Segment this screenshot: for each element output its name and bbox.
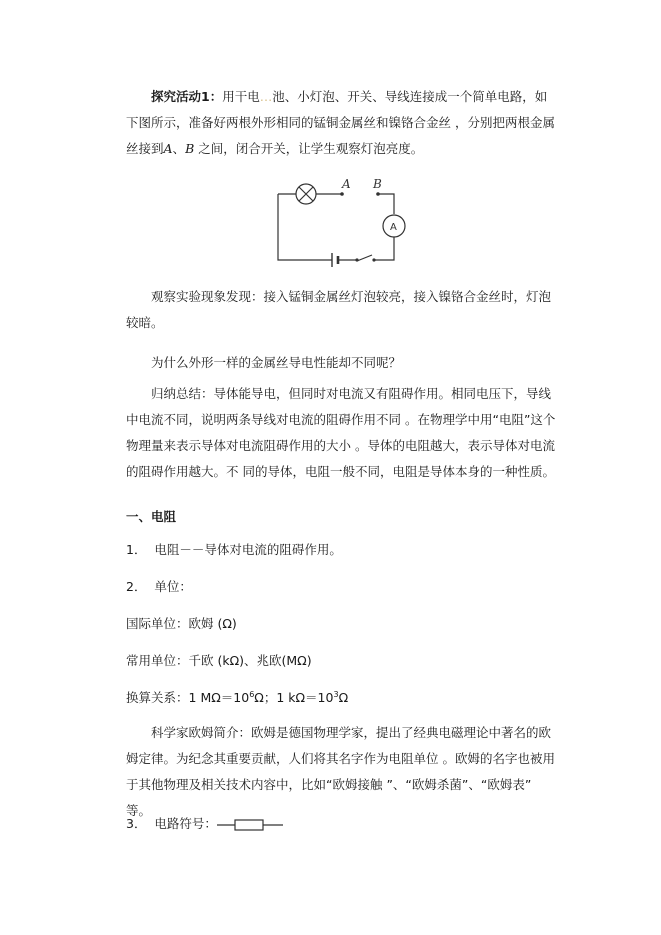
conversion-2a: 1 kΩ＝10 bbox=[276, 690, 334, 705]
conversion-1-exp: 6 bbox=[249, 689, 255, 699]
wire-b-to-ammeter bbox=[378, 194, 394, 214]
label-b: B bbox=[373, 177, 382, 191]
definition-item bbox=[126, 537, 556, 563]
activity-text-a: 用干电 bbox=[222, 89, 260, 104]
ohm-paragraph: 科学家欧姆简介：欧姆是德国物理学家，提出了经典电磁理论中著名的欧姆定律。为纪念其重要贡献，人们将其名字作为电阻单位 。欧姆的名字也被用于其他物理及相关技术内容中，比如“欧姆接触 ”、“欧姆杀菌”、“欧姆表” 等。 bbox=[126, 725, 555, 818]
question-paragraph: 为什么外形一样的金属丝导电性能却不同呢？ bbox=[151, 355, 402, 370]
activity-paragraph bbox=[126, 84, 556, 162]
conversion-2-exp: 3 bbox=[333, 689, 339, 699]
activity-var-b: B bbox=[185, 141, 195, 156]
activity-text-c: 之间，闭合开关，让学生观察灯泡亮度。 bbox=[194, 141, 424, 156]
symbol-label: 电路符号： bbox=[154, 816, 217, 831]
symbol-item bbox=[126, 811, 556, 837]
conversion bbox=[126, 685, 556, 711]
resistor-symbol-icon bbox=[217, 818, 283, 832]
activity-text-b: 池、小灯泡、开关、导线连接成一个简单电路，如下图所示，准备好两根外形相同的锰铜金属丝和镍铬合金丝 ，分别把两根金属丝接到 bbox=[126, 89, 555, 156]
ammeter-label: A bbox=[390, 222, 397, 233]
circuit-diagram bbox=[270, 176, 410, 272]
unit-text: 单位： bbox=[154, 579, 192, 594]
section-heading: 一、电阻 bbox=[126, 509, 177, 524]
conversion-2b: Ω bbox=[338, 690, 349, 705]
definition-text: 电阻－－导体对电流的阻碍作用。 bbox=[154, 542, 342, 557]
symbol-number: 3． bbox=[126, 816, 147, 831]
observation-paragraph: 观察实验现象发现：接入锰铜金属丝灯泡较亮，接入镍铬合金丝时，灯泡较暗。 bbox=[126, 289, 552, 330]
activity-title: 探究活动1： bbox=[151, 89, 223, 104]
wire-ammeter-bottom bbox=[374, 237, 394, 260]
terminal-b bbox=[376, 192, 380, 196]
activity-var-a: A bbox=[163, 141, 173, 156]
conversion-label: 换算关系： bbox=[126, 690, 189, 705]
terminal-a bbox=[340, 192, 344, 196]
definition-number: 1． bbox=[126, 542, 147, 557]
conversion-1a: 1 MΩ＝10 bbox=[188, 690, 250, 705]
switch-icon bbox=[357, 255, 372, 261]
label-a: A bbox=[342, 177, 351, 191]
activity-sep: 、 bbox=[172, 141, 186, 156]
unit-number: 2． bbox=[126, 579, 147, 594]
common-unit: 常用单位：千欧 (kΩ)、兆欧(MΩ) bbox=[126, 653, 312, 668]
summary-paragraph: 归纳总结：导体能导电，但同时对电流又有阻碍作用。相同电压下，导线中电流不同，说明两条导线对电流的阻碍作用不同 。在物理学中用“电阻”这个物理量来表示导体对电流阻碍作用的大小 。导体的电阻越大，表示导体对电流的阻碍作用越大。不 同的导体，电阻一般不同，电阻是导体本身的一种性质。 bbox=[126, 386, 556, 479]
unit-item bbox=[126, 574, 556, 600]
conversion-1b: Ω； bbox=[254, 690, 277, 705]
intl-unit: 国际单位：欧姆 (Ω) bbox=[126, 616, 237, 631]
activity-mark: … bbox=[259, 89, 273, 104]
